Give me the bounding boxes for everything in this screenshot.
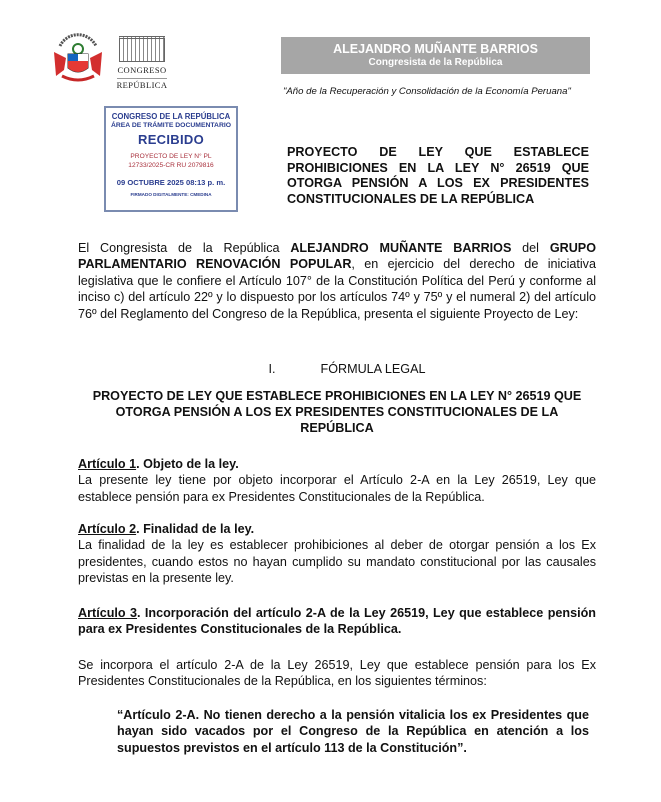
article-3-heading (78, 605, 596, 638)
escudo-peru-logo (52, 32, 104, 86)
stamp-project-label: PROYECTO DE LEY N° PL (130, 153, 212, 160)
section-heading (78, 362, 596, 376)
formula-legal-title: PROYECTO DE LEY QUE ESTABLECE PROHIBICIONES EN LA LEY N° 26519 QUE OTORGA PENSIÓN A LOS EX PRESIDENTES CONSTITUCIONALES DE LA REPÚBLICA (92, 389, 582, 436)
congresista-name: ALEJANDRO MUÑANTE BARRIOS (333, 42, 538, 56)
article-1-title: . Objeto de la ley. (136, 457, 239, 471)
article-2-label: Artículo 2 (78, 522, 137, 536)
document-title: PROYECTO DE LEY QUE ESTABLECE PROHIBICIONES EN LA LEY N° 26519 QUE OTORGA PENSIÓN A LOS EX PRESIDENTES CONSTITUCIONALES DE LA REPÚBLICA (287, 145, 589, 206)
stamp-project-number: 12733/2025-CR RU 2079816 (128, 162, 214, 169)
intro-paragraph (78, 240, 596, 322)
congreso-logo (114, 36, 170, 90)
intro-text-3: , en ejercicio del derecho de iniciativa legislativa que le confiere el Artículo 107° de la Constitución Política del Perú y conforme al inciso c) del artículo 22º y lo dispuesto por los artículos 74º y 75º y el numeral 2) del artículo 76º del Reglamento del Congreso de la República, presenta el siguiente Proyecto de Ley: (78, 257, 596, 321)
congresista-role: Congresista de la República (368, 57, 503, 68)
article-1 (78, 456, 596, 505)
stamp-institution: CONGRESO DE LA REPÚBLICA (111, 112, 231, 121)
intro-text-1: El Congresista de la República (78, 241, 291, 255)
intro-party-name: GRUPO PARLAMENTARIO RENOVACIÓN POPULAR (78, 241, 596, 272)
stamp-status: RECIBIDO (138, 132, 204, 147)
intro-text-2: del (511, 241, 550, 255)
stamp-signature: FIRMADO DIGITALMENTE: CMEDINA (130, 192, 212, 197)
article-2-title: . Finalidad de la ley. (136, 522, 255, 536)
section-number: I. (268, 362, 276, 376)
article-2-heading (78, 521, 596, 537)
coat-of-arms-icon (52, 32, 104, 86)
article-2 (78, 521, 596, 587)
intro-author-name: ALEJANDRO MUÑANTE BARRIOS (290, 241, 512, 255)
article-3-title: . Incorporación del artículo 2-A de la Ley 26519, Ley que establece pensión para ex Presidentes Constitucionales de la República. (78, 606, 596, 637)
reception-stamp (104, 106, 238, 212)
logo-text-republica: REPÚBLICA (116, 80, 168, 90)
article-1-label: Artículo 1 (78, 457, 137, 471)
year-motto: "Año de la Recuperación y Consolidación de la Economía Peruana" (283, 86, 571, 97)
quoted-article-2a: “Artículo 2-A. No tienen derecho a la pensión vitalicia los ex Presidentes que hayan sido vacados por el Congreso de la República en atención a los supuestos previstos en el artículo 113 de la Constitución”. (117, 708, 589, 755)
stamp-datetime: 09 OCTUBRE 2025 08:13 p. m. (116, 178, 226, 187)
article-1-heading (78, 456, 596, 472)
building-icon (119, 36, 165, 62)
section-title: FÓRMULA LEGAL (320, 362, 426, 376)
article-3-label: Artículo 3 (78, 606, 137, 620)
article-3-body: Se incorpora el artículo 2-A de la Ley 26519, Ley que establece pensión para los Ex Presidentes Constitucionales de la República, en los siguientes términos: (78, 658, 596, 689)
logo-text-congreso: CONGRESO (117, 65, 167, 75)
article-2-body: La finalidad de la ley es establecer prohibiciones al deber de otorgar pensión a los Ex presidentes, cuando estos no hayan cumplido su mandato constitucional por las causales previstas en la presente ley. (78, 538, 596, 586)
congresista-banner (281, 37, 590, 74)
article-1-body: La presente ley tiene por objeto incorporar el Artículo 2-A en la Ley 26519, Ley que establece pensión para ex Presidentes Constitucionales de la República. (78, 473, 596, 504)
stamp-area: ÁREA DE TRÁMITE DOCUMENTARIO (110, 122, 232, 129)
